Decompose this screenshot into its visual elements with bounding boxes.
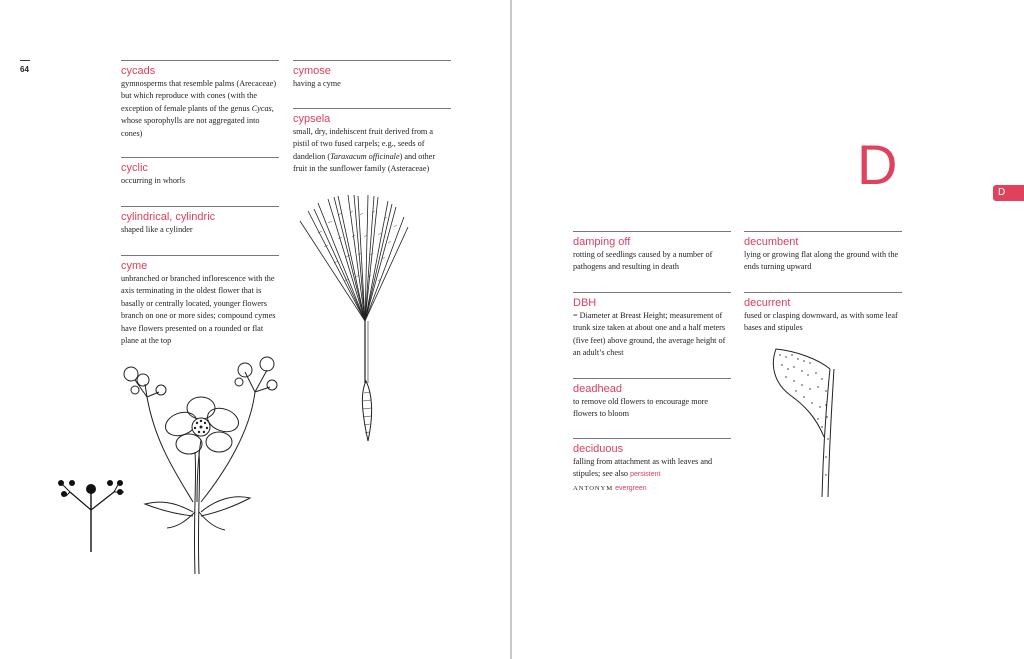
entry-term: deadhead bbox=[573, 383, 622, 395]
entry-rule bbox=[573, 438, 731, 439]
entry-definition: occurring in whorls bbox=[121, 176, 186, 185]
entry-term: cycads bbox=[121, 65, 156, 77]
page-gutter bbox=[510, 0, 512, 659]
entry-term: cymose bbox=[293, 65, 331, 77]
section-letter: D bbox=[857, 133, 898, 196]
entry-deciduous bbox=[573, 438, 731, 495]
entry-term: DBH bbox=[573, 297, 597, 309]
antonym-label: ANTONYM bbox=[573, 484, 614, 492]
page-number-rule bbox=[20, 60, 30, 61]
entry-rule bbox=[573, 292, 731, 293]
entry-rule bbox=[744, 231, 902, 232]
entry-deadhead bbox=[573, 378, 731, 421]
entry-damping-off bbox=[573, 231, 731, 274]
entry-definition: gymnosperms that resemble palms (Arecaceae) but which reproduce with cones (with the exception of female plants of the genus Cycas, whose sporophylls are not aggregated into cones) bbox=[121, 79, 277, 138]
entry-definition: shaped like a cylinder bbox=[121, 225, 193, 234]
entry-definition: lying or growing flat along the ground with the ends turning upward bbox=[744, 250, 899, 272]
entry-cylindrical bbox=[121, 206, 279, 236]
entry-definition: rotting of seedlings caused by a number of pathogens and resulting in death bbox=[573, 250, 713, 272]
entry-term: cyme bbox=[121, 260, 148, 272]
entry-rule bbox=[573, 231, 731, 232]
entry-term: decumbent bbox=[744, 236, 799, 248]
entry-dbh bbox=[573, 292, 731, 360]
entry-rule bbox=[293, 108, 451, 109]
entry-rule bbox=[121, 255, 279, 256]
page-number: 64 bbox=[20, 65, 29, 74]
entry-term: cylindrical, cylindric bbox=[121, 211, 216, 223]
entry-term: deciduous bbox=[573, 443, 624, 455]
decurrent-stem-illustration bbox=[768, 347, 848, 497]
entry-rule bbox=[573, 378, 731, 379]
entry-term: cyclic bbox=[121, 162, 148, 174]
entry-rule bbox=[121, 157, 279, 158]
entry-rule bbox=[293, 60, 451, 61]
entry-cymose bbox=[293, 60, 451, 90]
entry-rule bbox=[121, 206, 279, 207]
entry-term: cypsela bbox=[293, 113, 331, 125]
entry-definition: falling from attachment as with leaves and stipules; see also persistent bbox=[573, 457, 713, 479]
see-also-link[interactable]: persistent bbox=[630, 471, 661, 479]
dandelion-seed-illustration bbox=[298, 193, 410, 443]
antonym-link[interactable]: evergreen bbox=[615, 484, 647, 492]
entry-cycads bbox=[121, 60, 279, 140]
entry-rule bbox=[744, 292, 902, 293]
entry-cyme bbox=[121, 255, 279, 347]
entry-definition: = Diameter at Breast Height; measurement of trunk size taken at about one and a half meters (five feet) above ground, the average height of an adult’s chest bbox=[573, 311, 726, 358]
entry-rule bbox=[121, 60, 279, 61]
entry-definition: small, dry, indehiscent fruit derived from a pistil of two fused carpels; e.g., seeds of dandelion (Taraxacum officinale) and other fruit in the sunflower family (Asteraceae) bbox=[293, 127, 436, 174]
entry-definition: to remove old flowers to encourage more flowers to bloom bbox=[573, 397, 709, 419]
entry-decumbent bbox=[744, 231, 902, 274]
entry-term: decurrent bbox=[744, 297, 791, 309]
section-tab[interactable]: D bbox=[993, 185, 1024, 201]
entry-definition: unbranched or branched inflorescence with the axis terminating in the oldest flower that is basally or centrally located, younger flowers branch on one or more sides; compound cymes have flowers presented on a rounded or flat plane at the top bbox=[121, 274, 276, 346]
entry-cyclic bbox=[121, 157, 279, 187]
entry-definition: fused or clasping downward, as with some leaf bases and stipules bbox=[744, 311, 898, 333]
entry-term: damping off bbox=[573, 236, 631, 248]
antonym-line bbox=[573, 482, 731, 495]
buttercup-plant-illustration bbox=[115, 352, 285, 574]
entry-cypsela bbox=[293, 108, 451, 176]
entry-decurrent bbox=[744, 292, 902, 335]
entry-definition: having a cyme bbox=[293, 79, 341, 88]
